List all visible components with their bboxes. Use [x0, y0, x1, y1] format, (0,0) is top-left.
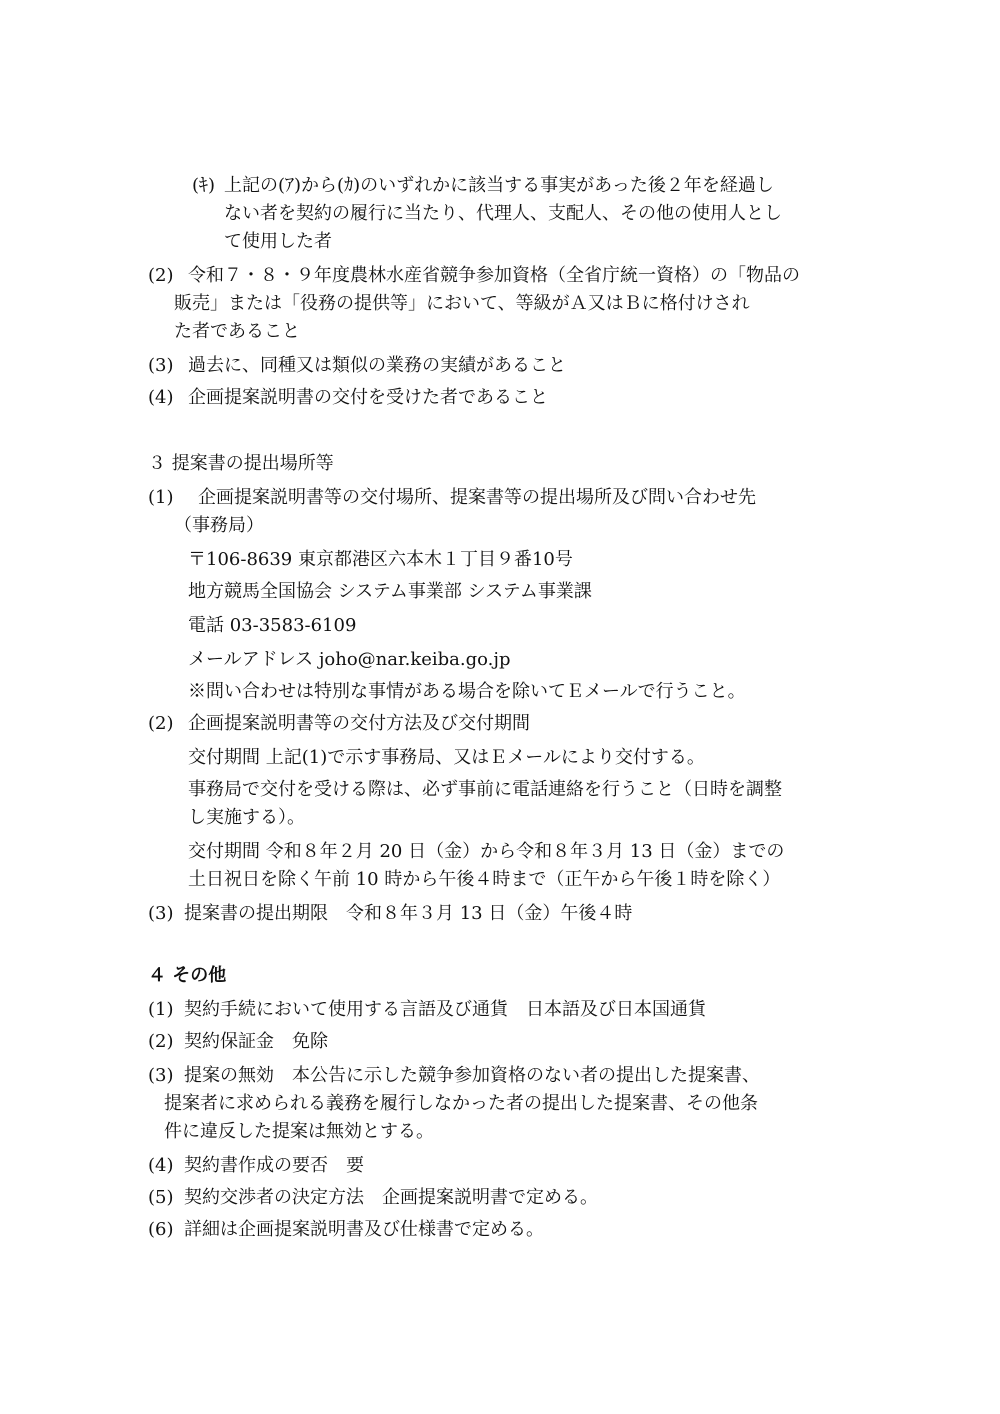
item-text-line: 詳細は企画提案説明書及び仕様書で定める。 [184, 1219, 544, 1240]
item-marker: (2) [148, 265, 174, 286]
item-marker: (3) [148, 355, 174, 376]
item-marker: (2) [148, 1031, 174, 1052]
item-marker: (ｷ) [192, 175, 216, 196]
item-text-line: 令和７・８・９年度農林水産省競争参加資格（全省庁統一資格）の「物品の [188, 265, 800, 286]
item-text-line: 件に違反した提案は無効とする。 [164, 1121, 434, 1142]
item-marker: (2) [148, 713, 174, 734]
item-text-line: 過去に、同種又は類似の業務の実績があること [188, 355, 566, 376]
section-heading: ３ 提案書の提出場所等 [148, 453, 334, 474]
item-text-line: 上記の(ｱ)から(ｶ)のいずれかに該当する事実があった後２年を経過し [224, 175, 774, 196]
item-text-line: た者であること [174, 321, 300, 342]
contact-organization: 地方競馬全国協会 システム事業部 システム事業課 [188, 581, 592, 602]
item-text-line: し実施する）。 [188, 807, 305, 828]
contact-phone: 電話 03-3583-6109 [188, 615, 357, 636]
item-text-line: 交付期間 上記(1)で示す事務局、又はＥメールにより交付する。 [188, 747, 705, 768]
item-text-line: 事務局で交付を受ける際は、必ず事前に電話連絡を行うこと（日時を調整 [188, 779, 782, 800]
item-marker: (6) [148, 1219, 174, 1240]
item-text-line: て使用した者 [224, 231, 332, 252]
item-text-line: 土日祝日を除く午前 10 時から午後４時まで（正午から午後１時を除く） [188, 869, 781, 890]
item-text-line: 企画提案説明書の交付を受けた者であること [188, 387, 548, 408]
item-marker: (1) [148, 487, 174, 508]
item-text-line: 契約書作成の要否 要 [184, 1155, 364, 1176]
item-text-line: （事務局） [174, 515, 264, 536]
item-marker: (3) [148, 1065, 174, 1086]
contact-email: メールアドレス joho@nar.keiba.go.jp [188, 649, 511, 670]
item-text-line: 提案書の提出期限 令和８年３月 13 日（金）午後４時 [184, 903, 633, 924]
item-marker: (3) [148, 903, 174, 924]
item-text-line: 提案の無効 本公告に示した競争参加資格のない者の提出した提案書、 [184, 1065, 760, 1086]
item-marker: (4) [148, 1155, 174, 1176]
item-marker: (4) [148, 387, 174, 408]
item-text-line: 契約交渉者の決定方法 企画提案説明書で定める。 [184, 1187, 598, 1208]
item-text-line: 企画提案説明書等の交付場所、提案書等の提出場所及び問い合わせ先 [198, 487, 756, 508]
item-marker: (1) [148, 999, 174, 1020]
item-text-line: 契約保証金 免除 [184, 1031, 328, 1052]
item-text-line: 契約手続において使用する言語及び通貨 日本語及び日本国通貨 [184, 999, 706, 1020]
item-title: 企画提案説明書等の交付方法及び交付期間 [188, 713, 530, 734]
contact-note: ※問い合わせは特別な事情がある場合を除いてＥメールで行うこと。 [188, 681, 746, 702]
item-marker: (5) [148, 1187, 174, 1208]
contact-address: 〒106-8639 東京都港区六本木１丁目９番10号 [188, 549, 573, 570]
item-text-line: 提案者に求められる義務を履行しなかった者の提出した提案書、その他条 [164, 1093, 758, 1114]
item-text-line: 交付期間 令和８年２月 20 日（金）から令和８年３月 13 日（金）までの [188, 841, 785, 862]
section-heading: ４ その他 [148, 965, 227, 986]
item-text-line: 販売」または「役務の提供等」において、等級がＡ又はＢに格付けされ [174, 293, 750, 314]
item-text-line: ない者を契約の履行に当たり、代理人、支配人、その他の使用人とし [224, 203, 782, 224]
